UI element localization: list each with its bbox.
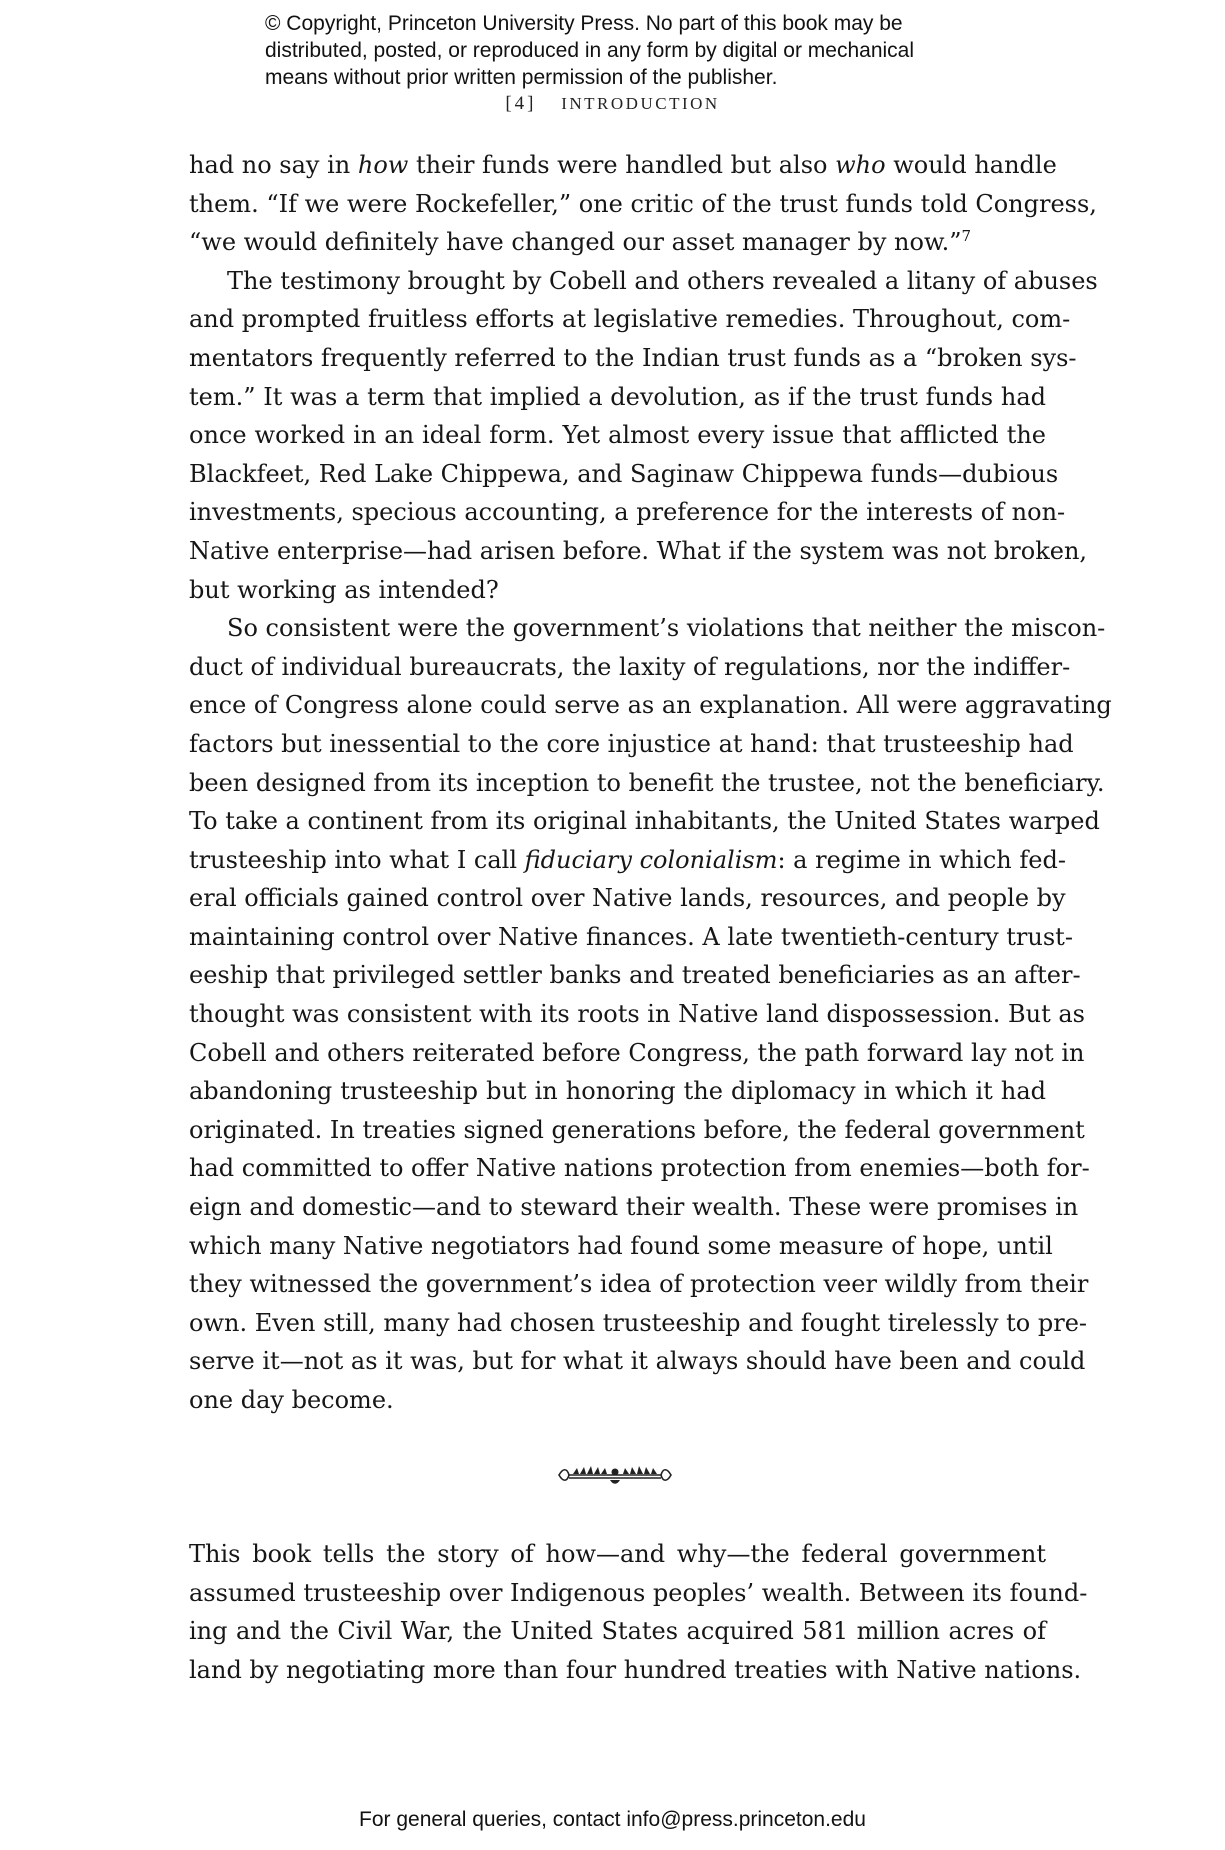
body-text-lower xyxy=(189,1535,1088,1689)
text-line: been designed from its inception to benefit the trustee, not the beneficiary. xyxy=(189,768,1105,797)
page-number: [4] xyxy=(505,93,537,114)
italic-text: fiduciary colonialism xyxy=(524,845,778,874)
text-line: ence of Congress alone could serve as an explanation. All were aggravating xyxy=(189,691,1112,720)
text-line: Cobell and others reiterated before Congress, the path forward lay not in xyxy=(189,1038,1085,1067)
text-line: and prompted fruitless efforts at legislative remedies. Throughout, com- xyxy=(189,305,1071,334)
text-line: ing and the Civil War, the United States acquired 581 million acres of xyxy=(189,1617,1046,1646)
text-line: tem.” It was a term that implied a devolution, as if the trust funds had xyxy=(189,382,1046,411)
text-line: had committed to offer Native nations protection from enemies—both for- xyxy=(189,1154,1090,1183)
text-line: Blackfeet, Red Lake Chippewa, and Saginaw Chippewa funds—dubious xyxy=(189,459,1059,488)
text-line: To take a continent from its original inhabitants, the United States warped xyxy=(189,807,1100,836)
text-line: land by negotiating more than four hundred treaties with Native nations. xyxy=(189,1655,1082,1684)
running-head xyxy=(0,93,1225,115)
italic-text: how xyxy=(357,151,409,179)
text-line: Native enterprise—had arisen before. What if the system was not broken, xyxy=(189,536,1088,565)
text-line: originated. In treaties signed generations before, the federal government xyxy=(189,1115,1085,1144)
text-line: them. “If we were Rockefeller,” one critic of the trust funds told Congress, xyxy=(189,189,1097,218)
paragraph xyxy=(189,262,1098,609)
copyright-notice xyxy=(265,10,1005,91)
text-line: had no say in how their funds were handled but also who would handle xyxy=(189,151,1057,179)
text-line: duct of individual bureaucrats, the laxity of regulations, nor the indiffer- xyxy=(189,652,1071,681)
text-line: one day become. xyxy=(189,1386,394,1414)
text-line: eign and domestic—and to steward their wealth. These were promises in xyxy=(189,1193,1079,1222)
text-line: mentators frequently referred to the Indian trust funds as a “broken sys- xyxy=(189,343,1077,372)
italic-text: who xyxy=(835,151,886,179)
copyright-line: © Copyright, Princeton University Press. No part of this book may be xyxy=(265,12,903,35)
footer-contact: For general queries, contact info@press.princeton.edu xyxy=(359,1808,866,1831)
chapter-title: INTRODUCTION xyxy=(561,94,720,113)
section-break-ornament-icon xyxy=(555,1462,675,1488)
text-line: but working as intended? xyxy=(189,575,499,604)
paragraph xyxy=(189,609,1112,1419)
text-line: The testimony brought by Cobell and others revealed a litany of abuses xyxy=(227,266,1098,295)
text-line: maintaining control over Native finances. A late twentieth-century trust- xyxy=(189,922,1073,951)
body-text-upper xyxy=(189,146,1112,1420)
text-line: investments, specious accounting, a preference for the interests of non- xyxy=(189,498,1066,527)
text-line: trusteeship into what I call fiduciary colonialism: a regime in which fed- xyxy=(189,845,1066,874)
text-line: So consistent were the government’s violations that neither the miscon- xyxy=(227,614,1106,643)
text-line: which many Native negotiators had found some measure of hope, until xyxy=(189,1231,1053,1260)
copyright-line: means without prior written permission of the publisher. xyxy=(265,66,778,89)
text-line: “we would definitely have changed our asset manager by now.”$^7$ xyxy=(189,227,972,257)
text-line: abandoning trusteeship but in honoring the diplomacy in which it had xyxy=(189,1077,1046,1106)
text-line: assumed trusteeship over Indigenous peoples’ wealth. Between its found- xyxy=(189,1578,1088,1607)
text-line: eeship that privileged settler banks and treated beneficiaries as an after- xyxy=(189,961,1081,990)
text-line: This book tells the story of how—and why—the federal government xyxy=(189,1540,1046,1568)
text-line: factors but inessential to the core injustice at hand: that trusteeship had xyxy=(189,729,1074,758)
text-line: eral officials gained control over Native lands, resources, and people by xyxy=(189,884,1066,913)
text-line: once worked in an ideal form. Yet almost every issue that afflicted the xyxy=(189,421,1046,450)
footnote-marker[interactable]: 7 xyxy=(961,227,972,246)
text-line: own. Even still, many had chosen trusteeship and fought tirelessly to pre- xyxy=(189,1308,1088,1337)
paragraph xyxy=(189,146,1097,262)
text-line: they witnessed the government’s idea of protection veer wildly from their xyxy=(189,1270,1089,1299)
text-line: serve it—not as it was, but for what it always should have been and could xyxy=(189,1347,1086,1376)
paragraph xyxy=(189,1535,1088,1689)
text-line: thought was consistent with its roots in Native land dispossession. But as xyxy=(189,1000,1085,1029)
copyright-line: distributed, posted, or reproduced in any form by digital or mechanical xyxy=(265,39,915,62)
